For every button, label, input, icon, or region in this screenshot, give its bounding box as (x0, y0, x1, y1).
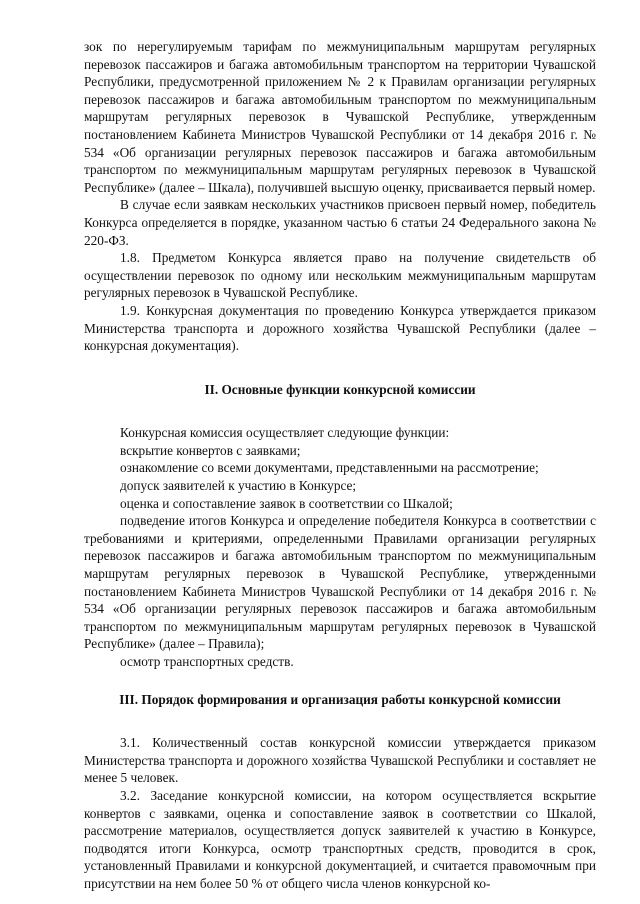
paragraph-3-1: 3.1. Количественный состав конкурсной комиссии утверждается приказом Министерства транспорта и дорожного хозяйства Чувашской Республики и составляет не менее 5 человек. (84, 735, 596, 786)
spacer (84, 355, 596, 381)
section-heading-3: III. Порядок формирования и организация работы конкурсной комиссии (119, 691, 561, 707)
paragraph-3-2: 3.2. Заседание конкурсной комиссии, на котором осуществляется вскрытие конвертов с заявками, оценка и сопоставление заявок в соответствии со Шкалой, рассмотрение материалов, осуществляется допуск заявителей к участию в Конкурсе, подводятся итоги Конкурса, осмотр транспортных средств, проводится в срок, установленный Правилами и конкурсной документацией, и считается правомочным при присутствии на нем более 50 % от общего числа членов конкурсной ко- (84, 787, 596, 891)
function-item: подведение итогов Конкурса и определение победителя Конкурса в соответствии с требованиями и критериями, определенными Правилами организации регулярных перевозок пассажиров и багажа автомобильным транспортом по межмуниципальным маршрутам регулярных перевозок в Чувашской Республике, утвержденными постановлением Кабинета Министров Чувашской Республики от 14 декабря 2016 г. № 534 «Об организации регулярных перевозок пассажиров и багажа автомобильным транспортом по межмуниципальным маршрутам регулярных перевозок в Чувашской Республике» (далее – Правила); (84, 513, 596, 652)
function-item: вскрытие конвертов с заявками; (120, 442, 301, 458)
function-item: ознакомление со всеми документами, представленными на рассмотрение; (120, 460, 539, 476)
function-item: оценка и сопоставление заявок в соответствии со Шкалой; (120, 495, 453, 511)
function-item: допуск заявителей к участию в Конкурсе; (120, 478, 357, 494)
functions-intro: Конкурсная комиссия осуществляет следующие функции: (120, 425, 450, 441)
spacer (84, 708, 596, 734)
paragraph-continued: зок по нерегулируемым тарифам по межмуниципальным маршрутам регулярных перевозок пассажиров и багажа автомобильным транспортом на территории Чувашской Республики, предусмотренной приложением № 2 к Правилам организации регулярных перевозок пассажиров и багажа автомобильным транспортом по межмуниципальным маршрутам регулярных перевозок в Чувашской Республике, утвержденным постановлением Кабинета Министров Чувашской Республики от 14 декабря 2016 г. № 534 «Об организации регулярных перевозок пассажиров и багажа автомобильным транспортом по межмуниципальным маршрутам регулярных перевозок в Чувашской Республике» (далее – Шкала), получившей высшую оценку, присваивается первый номер. (84, 39, 596, 195)
paragraph-1-9: 1.9. Конкурсная документация по проведению Конкурса утверждается приказом Министерства транспорта и дорожного хозяйства Чувашской Республики (далее – конкурсная документация). (84, 302, 596, 354)
spacer (84, 671, 596, 691)
function-item: осмотр транспортных средств. (120, 654, 294, 669)
paragraph-same-number: В случае если заявкам нескольких участников присвоен первый номер, победитель Конкурса определяется в порядке, указанном частью 6 статьи 24 Федерального закона № 220-ФЗ. (84, 197, 596, 248)
section-heading-2: II. Основные функции конкурсной комиссии (204, 381, 476, 397)
spacer (84, 398, 596, 424)
paragraph-1-8: 1.8. Предметом Конкурса является право на получение свидетельств об осуществлении перевозок по одному или нескольким межмуниципальным маршрутам регулярных перевозок в Чувашской Республике. (84, 250, 596, 301)
